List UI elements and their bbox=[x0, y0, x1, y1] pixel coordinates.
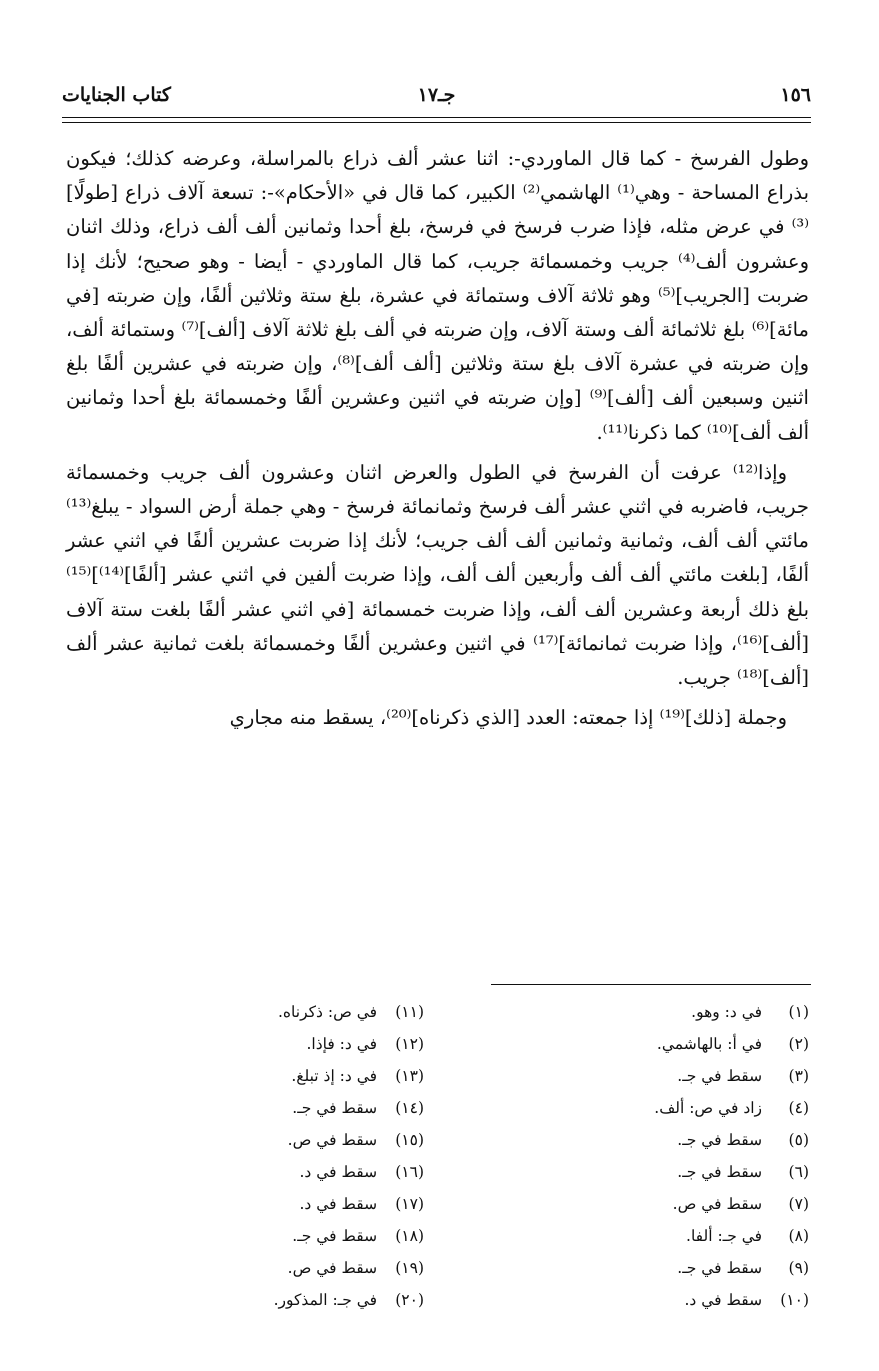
footnote-number: (١٩) bbox=[395, 1259, 424, 1277]
footnote-number: (١٦) bbox=[395, 1163, 424, 1181]
footnote-text: سقط في جـ. bbox=[677, 1259, 763, 1277]
footnote-text: في أ: بالهاشمي. bbox=[656, 1035, 763, 1053]
footnote bbox=[569, 1156, 809, 1188]
footnote bbox=[184, 1284, 424, 1316]
footnote bbox=[569, 1220, 809, 1252]
footnote bbox=[184, 1220, 424, 1252]
footnote-text: سقط في د. bbox=[299, 1195, 378, 1213]
footnote-number: (١٥) bbox=[395, 1131, 424, 1149]
footnote-text: في جـ: المذكور. bbox=[273, 1291, 378, 1309]
footnote-number: (١٨) bbox=[395, 1227, 424, 1245]
footnote-text: في د: إذ تبلغ. bbox=[291, 1067, 378, 1085]
footnote bbox=[569, 1028, 809, 1060]
footnote-number: (١٠) bbox=[780, 1291, 809, 1309]
footnote-number: (٥) bbox=[788, 1131, 809, 1149]
footnote-text: سقط في د. bbox=[684, 1291, 763, 1309]
volume-number: جـ١٧ bbox=[417, 84, 456, 106]
footnote-number: (١٤) bbox=[395, 1099, 424, 1117]
footnote-text: سقط في ص. bbox=[287, 1259, 378, 1277]
footnote-text: سقط في د. bbox=[299, 1163, 378, 1181]
footnote-text: سقط في جـ. bbox=[677, 1067, 763, 1085]
footnote-text: سقط في جـ. bbox=[292, 1227, 378, 1245]
footnote bbox=[184, 1156, 424, 1188]
footnote-text: سقط في ص. bbox=[287, 1131, 378, 1149]
footnote-text: سقط في جـ. bbox=[292, 1099, 378, 1117]
footnote bbox=[184, 1092, 424, 1124]
footnote-text: في د: فإذا. bbox=[306, 1035, 378, 1053]
footnote bbox=[569, 1188, 809, 1220]
page-header bbox=[62, 84, 811, 114]
footnote-text: زاد في ص: ألف. bbox=[654, 1099, 763, 1117]
footnote bbox=[184, 996, 424, 1028]
footnotes-column-right bbox=[569, 996, 809, 1316]
main-text bbox=[66, 142, 809, 741]
footnote-text: في ص: ذكرناه. bbox=[278, 1003, 378, 1021]
paragraph-3: وجملة [ذلك]⁽¹⁹⁾ إذا جمعته: العدد [الذي ذكرناه]⁽²⁰⁾، يسقط منه مجاري bbox=[229, 706, 787, 730]
footnote-text: سقط في ص. bbox=[672, 1195, 763, 1213]
footnote-number: (١٧) bbox=[395, 1195, 424, 1213]
header-rule-thin bbox=[62, 122, 811, 123]
footnote-text: في جـ: ألفا. bbox=[686, 1227, 763, 1245]
footnote bbox=[184, 1188, 424, 1220]
footnote-number: (٣) bbox=[788, 1067, 809, 1085]
footnote bbox=[569, 1060, 809, 1092]
footnote bbox=[569, 1252, 809, 1284]
footnote bbox=[569, 1092, 809, 1124]
header-rule bbox=[62, 117, 811, 118]
footnote-number: (١٣) bbox=[395, 1067, 424, 1085]
page-number: ١٥٦ bbox=[780, 84, 811, 106]
footnote-text: في د: وهو. bbox=[691, 1003, 763, 1021]
footnote bbox=[184, 1028, 424, 1060]
paragraph-2: وإذا⁽¹²⁾ عرفت أن الفرسخ في الطول والعرض اثنان وعشرون ألف جريب وخمسمائة جريب، فاضربه في اثني عشر ألف فرسخ وثمانمائة فرسخ - وهي جملة أرض السواد - يبلغ⁽¹³⁾ مائتي ألف ألف، وثمانية وثمانين ألف ألف جريب؛ لأنك إذا ضربت عشرين ألفًا في اثني عشر ألفًا، [بلغت مائتي ألف ألف وأربعين ألف ألف، وإذا ضربت ألفين في اثني عشر [ألفًا]⁽¹⁴⁾]⁽¹⁵⁾ بلغ ذلك أربعة وعشرين ألف ألف، وإذا ضربت خمسمائة [في اثني عشر ألفًا بلغت ستة آلاف [ألف]⁽¹⁶⁾، وإذا ضربت ثمانمائة]⁽¹⁷⁾ في اثنين وعشرين ألفًا وخمسمائة بلغت ثمانية عشر ألف [ألف]⁽¹⁸⁾ جريب. bbox=[66, 460, 809, 690]
footnote-number: (١١) bbox=[395, 1003, 424, 1021]
footnotes-column-left bbox=[184, 996, 424, 1316]
footnote-number: (٩) bbox=[788, 1259, 809, 1277]
footnote-number: (١) bbox=[788, 1003, 809, 1021]
footnote bbox=[184, 1060, 424, 1092]
footnote-number: (١٢) bbox=[395, 1035, 424, 1053]
book-title: كتاب الجنايات bbox=[62, 84, 171, 106]
footnote bbox=[569, 1284, 809, 1316]
footnote-number: (٢) bbox=[788, 1035, 809, 1053]
footnote-number: (٨) bbox=[788, 1227, 809, 1245]
footnote-number: (٧) bbox=[788, 1195, 809, 1213]
footnote bbox=[569, 1124, 809, 1156]
footnote-text: سقط في جـ. bbox=[677, 1131, 763, 1149]
footnote-number: (٢٠) bbox=[395, 1291, 424, 1309]
paragraph-1: وطول الفرسخ - كما قال الماوردي-: اثنا عشر ألف ذراع بالمراسلة، وعرضه كذلك؛ فيكون بذراع المساحة - وهي⁽¹⁾ الهاشمي⁽²⁾ الكبير، كما قال في «الأحكام»-: تسعة آلاف ذراع [طولًا]⁽³⁾ في عرض مثله، فإذا ضرب فرسخ في فرسخ، بلغ أحدا وثمانين ألف ألف ذراع، وذلك اثنان وعشرون ألف⁽⁴⁾ جريب وخمسمائة جريب، كما قال الماوردي - أيضا - وهو صحيح؛ لأنك إذا ضربت [الجريب]⁽⁵⁾ وهو ثلاثة آلاف وستمائة في عشرة، بلغ ستة وثلاثين ألفًا، وإن ضربته [في مائة]⁽⁶⁾ بلغ ثلاثمائة ألف وستة آلاف، وإن ضربته في ألف بلغ ثلاثة آلاف [ألف]⁽⁷⁾ وستمائة ألف، وإن ضربته في عشرة آلاف بلغ ستة وثلاثين [ألف ألف]⁽⁸⁾، وإن ضربته في عشرين ألفًا بلغ اثنين وسبعين ألف [ألف]⁽⁹⁾ [وإن ضربته في اثنين وعشرين ألفًا وخمسمائة بلغ أحدا وثمانين ألف ألف]⁽¹⁰⁾ كما ذكرنا⁽¹¹⁾. bbox=[66, 147, 809, 444]
footnote-number: (٤) bbox=[788, 1099, 809, 1117]
footnote bbox=[184, 1252, 424, 1284]
footnote-number: (٦) bbox=[788, 1163, 809, 1181]
footnote-text: سقط في جـ. bbox=[677, 1163, 763, 1181]
footnote bbox=[184, 1124, 424, 1156]
footnote-rule bbox=[491, 984, 811, 985]
footnote bbox=[569, 996, 809, 1028]
